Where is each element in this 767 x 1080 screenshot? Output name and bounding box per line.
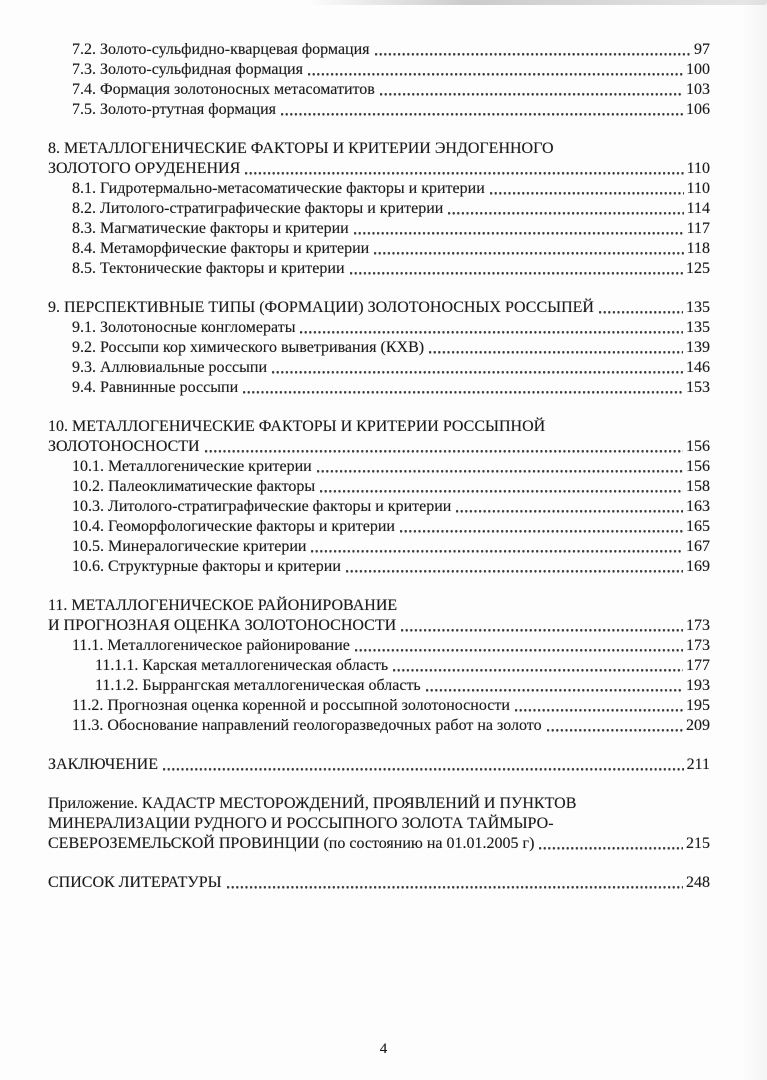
toc-entry — [72, 338, 710, 358]
toc-entry — [72, 259, 710, 279]
toc-entry-title: СЕВЕРОЗЕМЕЛЬСКОЙ ПРОВИНЦИИ (по состоянию на 01.01.2005 г) — [48, 835, 535, 852]
toc-entry-title: 7.2. Золото-сульфидно-кварцевая формация — [72, 41, 370, 58]
toc-entry-title: ЗОЛОТОГО ОРУДЕНЕНИЯ — [48, 160, 241, 177]
dot-leader — [380, 80, 683, 100]
toc-entry-title: 10.2. Палеоклиматические факторы — [72, 478, 316, 495]
dot-leader — [205, 437, 683, 457]
toc-list — [48, 40, 710, 893]
toc-entry-title: 10.6. Структурные факторы и критерии — [72, 558, 341, 575]
toc-entry — [72, 517, 710, 537]
toc-entry-title: 9.2. Россыпи кор химического выветривания (КХВ) — [72, 339, 425, 356]
toc-page-ref: 163 — [686, 498, 710, 515]
toc-page-ref: 211 — [686, 756, 710, 773]
scan-artifact-right-edge — [741, 0, 767, 1080]
dot-leader — [300, 318, 683, 338]
toc-entry — [48, 873, 710, 893]
toc-entry — [48, 755, 710, 775]
toc-entry — [48, 139, 710, 179]
toc-entry — [72, 318, 710, 338]
dot-leader — [599, 298, 683, 318]
dot-leader — [243, 378, 683, 398]
toc-page-ref: 97 — [694, 41, 710, 58]
toc-entry — [72, 477, 710, 497]
dot-leader — [281, 100, 683, 120]
dot-leader — [393, 656, 683, 676]
toc-page-ref: 167 — [686, 538, 710, 555]
toc-entry-title: 7.5. Золото-ртутная формация — [72, 101, 276, 118]
dot-leader — [429, 338, 683, 358]
toc-entry — [72, 60, 710, 80]
toc-entry — [72, 199, 710, 219]
dot-leader — [490, 179, 684, 199]
dot-leader — [245, 159, 683, 179]
toc-page-ref: 125 — [686, 260, 710, 277]
dot-leader — [355, 636, 683, 656]
toc-page-ref: 156 — [686, 438, 710, 455]
dot-leader — [227, 873, 683, 893]
dot-leader — [317, 457, 683, 477]
toc-entry-title: 9. ПЕРСПЕКТИВНЫЕ ТИПЫ (ФОРМАЦИИ) ЗОЛОТОНОСНЫХ РОССЫПЕЙ — [48, 299, 594, 316]
toc-entry — [72, 497, 710, 517]
toc-page-ref: 118 — [686, 240, 710, 257]
toc-page-ref: 135 — [686, 299, 710, 316]
toc-entry — [72, 457, 710, 477]
toc-entry — [72, 219, 710, 239]
toc-entry — [95, 656, 710, 676]
toc-page-ref: 106 — [686, 101, 710, 118]
toc-entry — [72, 358, 710, 378]
toc-entry-title: 11.1.2. Быррангская металлогеническая область — [95, 677, 421, 694]
toc-page-ref: 110 — [686, 160, 710, 177]
dot-leader — [401, 616, 683, 636]
toc-entry-title: ЗАКЛЮЧЕНИЕ — [48, 756, 158, 773]
toc-entry-title: МИНЕРАЛИЗАЦИИ РУДНОГО И РОССЫПНОГО ЗОЛОТА ТАЙМЫРО- — [48, 815, 554, 832]
toc-entry-title: 7.4. Формация золотоносных метасоматитов — [72, 81, 375, 98]
dot-leader — [272, 358, 683, 378]
dot-leader — [311, 537, 683, 557]
page-number: 4 — [379, 1041, 388, 1057]
toc-entry-title: 8.3. Магматические факторы и критерии — [72, 220, 349, 237]
toc-page-ref: 146 — [686, 359, 710, 376]
toc-page-ref: 110 — [686, 180, 710, 197]
toc-page-ref: 153 — [686, 379, 710, 396]
toc-entry-title: 7.3. Золото-сульфидная формация — [72, 61, 303, 78]
toc-entry — [72, 179, 710, 199]
toc-page-ref: 114 — [686, 200, 710, 217]
toc-entry-title: 11. МЕТАЛЛОГЕНИЧЕСКОЕ РАЙОНИРОВАНИЕ — [48, 597, 398, 614]
toc-entry-title: 9.3. Аллювиальные россыпи — [72, 359, 268, 376]
toc-page-ref: 156 — [686, 458, 710, 475]
toc-entry-title: Приложение. КАДАСТР МЕСТОРОЖДЕНИЙ, ПРОЯВЛЕНИЙ И ПУНКТОВ — [48, 795, 577, 812]
dot-leader — [547, 716, 683, 736]
toc-entry — [72, 40, 710, 60]
toc-entry-title: И ПРОГНОЗНАЯ ОЦЕНКА ЗОЛОТОНОСНОСТИ — [48, 617, 397, 634]
toc-entry-title: 11.2. Прогнозная оценка коренной и россыпной золотоносности — [72, 697, 510, 714]
toc-page-ref: 117 — [686, 220, 710, 237]
toc-page-ref: 135 — [686, 319, 710, 336]
toc-entry-title: 11.3. Обоснование направлений геологоразведочных работ на золото — [72, 717, 542, 734]
toc-entry — [72, 716, 710, 736]
dot-leader — [400, 517, 683, 537]
toc-entry-title: 8.5. Тектонические факторы и критерии — [72, 260, 345, 277]
toc-page-ref: 103 — [686, 81, 710, 98]
dot-leader — [354, 219, 684, 239]
dot-leader — [346, 557, 683, 577]
dot-leader — [374, 239, 683, 259]
toc-page-ref: 177 — [686, 657, 710, 674]
toc-page-ref: 215 — [686, 835, 710, 852]
toc-entry-title: 10.3. Литолого-стратиграфические факторы и критерии — [72, 498, 452, 515]
dot-leader — [456, 497, 683, 517]
toc-entry-title: 8.1. Гидротермально-метасоматические факторы и критерии — [72, 180, 485, 197]
dot-leader — [515, 696, 683, 716]
toc-page-ref: 173 — [686, 637, 710, 654]
toc-entry-title: 11.1. Металлогеническое районирование — [72, 637, 350, 654]
toc-entry — [72, 239, 710, 259]
toc-entry-title: СПИСОК ЛИТЕРАТУРЫ — [48, 874, 222, 891]
toc-entry-title: 8.4. Метаморфические факторы и критерии — [72, 240, 370, 257]
toc-entry — [72, 696, 710, 716]
dot-leader — [375, 40, 691, 60]
toc-entry-title: 8.2. Литолого-стратиграфические факторы и критерии — [72, 200, 444, 217]
toc-entry-title: 10. МЕТАЛЛОГЕНИЧЕСКИЕ ФАКТОРЫ И КРИТЕРИИ РОССЫПНОЙ — [48, 418, 546, 435]
toc-page-ref: 158 — [686, 478, 710, 495]
toc-entry-title: 10.4. Геоморфологические факторы и критерии — [72, 518, 395, 535]
toc-entry-title: 10.1. Металлогенические критерии — [72, 458, 312, 475]
toc-entry — [48, 298, 710, 318]
toc-entry — [95, 676, 710, 696]
toc-entry-title: ЗОЛОТОНОСНОСТИ — [48, 438, 200, 455]
toc-entry — [48, 417, 710, 457]
dot-leader — [350, 259, 684, 279]
toc-entry — [72, 557, 710, 577]
toc-page-ref: 165 — [686, 518, 710, 535]
toc-page-ref: 193 — [686, 677, 710, 694]
dot-leader — [448, 199, 683, 219]
toc-entry — [48, 794, 710, 854]
toc-entry — [48, 596, 710, 636]
toc-entry-title: 10.5. Минералогические критерии — [72, 538, 307, 555]
toc-entry — [72, 80, 710, 100]
toc-page-ref: 100 — [686, 61, 710, 78]
toc-entry-title: 9.4. Равнинные россыпи — [72, 379, 239, 396]
dot-leader — [539, 834, 683, 854]
toc-entry-title: 11.1.1. Карская металлогеническая область — [95, 657, 389, 674]
toc-page-ref: 209 — [686, 717, 710, 734]
toc-entry — [72, 100, 710, 120]
toc-entry — [72, 537, 710, 557]
toc-page-ref: 139 — [686, 339, 710, 356]
toc-page-ref: 173 — [686, 617, 710, 634]
toc-page-ref: 195 — [686, 697, 710, 714]
toc-entry-title: 9.1. Золотоносные конгломераты — [72, 319, 296, 336]
dot-leader — [320, 477, 683, 497]
toc-page-ref: 169 — [686, 558, 710, 575]
dot-leader — [308, 60, 683, 80]
toc-entry — [72, 636, 710, 656]
scan-artifact-top-edge — [307, 0, 767, 5]
toc-entry-title: 8. МЕТАЛЛОГЕНИЧЕСКИЕ ФАКТОРЫ И КРИТЕРИИ ЭНДОГЕННОГО — [48, 140, 554, 157]
dot-leader — [163, 755, 684, 775]
toc-page-ref: 248 — [686, 874, 710, 891]
dot-leader — [426, 676, 683, 696]
toc-entry — [72, 378, 710, 398]
